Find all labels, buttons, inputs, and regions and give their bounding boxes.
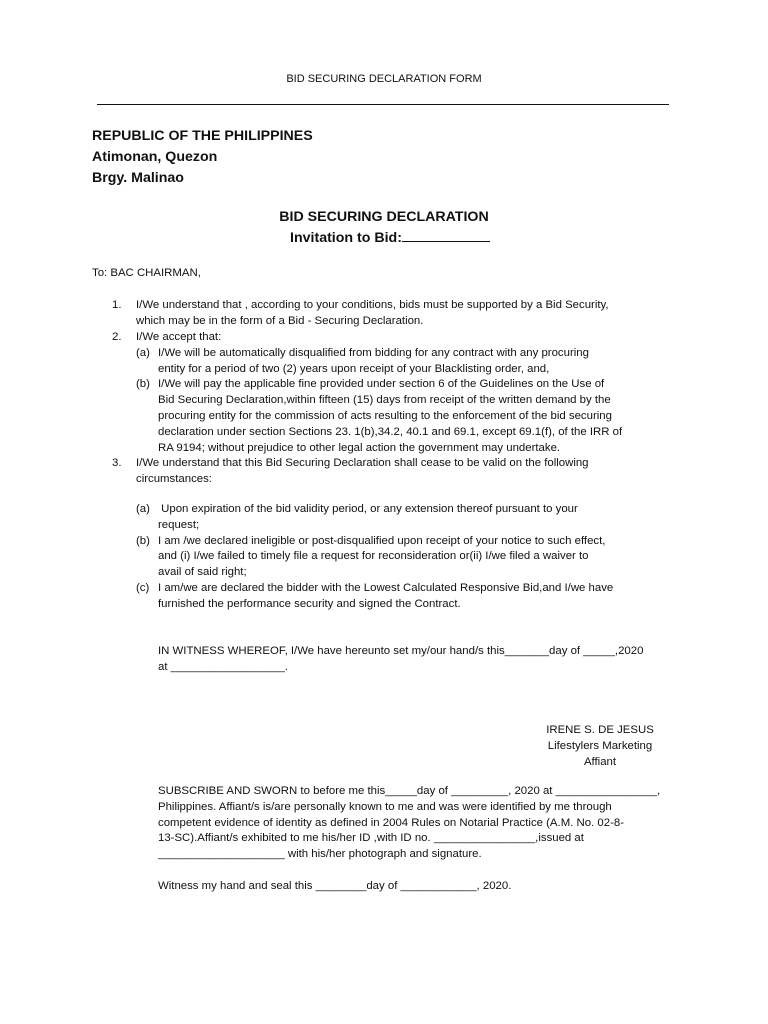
sub-item-line: I/We will pay the applicable fine provided under section 6 of the Guidelines on the Use of	[158, 378, 605, 391]
sub-item-line: I/We will be automatically disqualified from bidding for any contract with any procuring	[158, 346, 589, 359]
sub-item-line: Upon expiration of the bid validity period, or any extension thereof pursuant to your	[158, 503, 578, 515]
notary-line: Philippines. Affiant/s is/are personally known to me and was were identified by me through	[158, 800, 612, 813]
invitation-line	[0, 229, 768, 248]
sub-item-label: (b)	[136, 378, 150, 391]
item-number: 2.	[112, 331, 122, 343]
notary-line: competent evidence of identity as defined in 2004 Rules on Notarial Practice (A.M. No. 02-8-	[158, 816, 624, 829]
item-line: I/We understand that , according to your conditions, bids must be supported by a Bid Security,	[136, 299, 609, 311]
sub-item-label: (c)	[136, 581, 150, 594]
sub-item-line: and (i) I/we failed to timely file a request for reconsideration or(ii) I/we filed a waiver to	[158, 550, 589, 563]
sub-item-label: (b)	[136, 534, 150, 547]
sub-item	[136, 346, 682, 378]
sub-item	[136, 581, 682, 613]
sub-item-line: I am /we declared ineligible or post-disqualified upon receipt of your notice to such effect,	[158, 534, 606, 547]
form-title: BID SECURING DECLARATION FORM	[286, 73, 482, 85]
addressee: To: BAC CHAIRMAN,	[92, 267, 201, 279]
sub-item	[136, 502, 682, 534]
sub-item-line: declaration under section Sections 23. 1(b),34.2, 40.1 and 69.1, except 69.1(f), of the IRR of	[158, 425, 623, 438]
notary-line: SUBSCRIBE AND SWORN to before me this_____day of _________, 2020 at ________________,	[158, 785, 661, 797]
header-municipality: Atimonan, Quezon	[92, 149, 218, 165]
witness-line: IN WITNESS WHEREOF, I/We have hereunto set my/our hand/s this_______day of _____,2020	[158, 645, 644, 657]
item-line: circumstances:	[136, 472, 212, 485]
signatory-company: Lifestylers Marketing	[547, 739, 653, 752]
item-line: I/We understand that this Bid Securing Declaration shall cease to be valid on the following	[136, 457, 589, 469]
sub-item-line: furnished the performance security and signed the Contract.	[158, 597, 461, 610]
sub-item-line: avail of said right;	[158, 566, 247, 579]
item-number: 1.	[112, 299, 122, 311]
header-republic: REPUBLIC OF THE PHILIPPINES	[92, 128, 313, 144]
witness-line: at __________________.	[158, 660, 288, 673]
sub-item-line: procuring entity for the commission of acts resulting to the enforcement of the bid securing	[158, 409, 612, 422]
notary-line: 13-SC).Affiant/s exhibited to me his/her ID ,with ID no. ________________,issued at	[158, 832, 584, 845]
title-rule	[97, 104, 669, 105]
signature-block	[520, 723, 680, 770]
witness-paragraph	[158, 644, 688, 676]
signatory-name: IRENE S. DE JESUS	[546, 724, 654, 736]
list-item	[112, 298, 682, 330]
signatory-role: Affiant	[583, 755, 617, 768]
sub-item-label: (a)	[136, 346, 150, 359]
sub-item-line: RA 9194; without prejudice to other legal action the government may undertake.	[158, 441, 561, 454]
sub-item-line: I am/we are declared the bidder with the Lowest Calculated Responsive Bid,and I/we have	[158, 581, 614, 594]
item-line: which may be in the form of a Bid - Securing Declaration.	[136, 314, 424, 327]
notary-line: ____________________ with his/her photograph and signature.	[158, 848, 482, 861]
declaration-title: BID SECURING DECLARATION	[279, 209, 489, 225]
sub-item-line: request;	[158, 518, 200, 531]
invitation-label: Invitation to Bid:	[290, 230, 402, 246]
sub-item-line: Bid Securing Declaration,within fifteen (15) days from receipt of the written demand by the	[158, 394, 611, 407]
sub-item-line: entity for a period of two (2) years upon receipt of your Blacklisting order, and,	[158, 362, 550, 375]
header-barangay: Brgy. Malinao	[92, 170, 184, 186]
sub-item	[136, 377, 682, 456]
sub-item-label: (a)	[136, 503, 150, 515]
witness-hand-line: Witness my hand and seal this ________day of ____________, 2020.	[158, 880, 512, 892]
circumstance-list	[112, 502, 682, 613]
invitation-blank	[402, 229, 490, 242]
notary-paragraph	[158, 784, 688, 863]
item-number: 3.	[112, 457, 122, 469]
item-line: I/We accept that:	[136, 331, 222, 343]
sub-item	[136, 534, 682, 581]
list-item	[112, 456, 682, 488]
list-item	[112, 330, 682, 456]
